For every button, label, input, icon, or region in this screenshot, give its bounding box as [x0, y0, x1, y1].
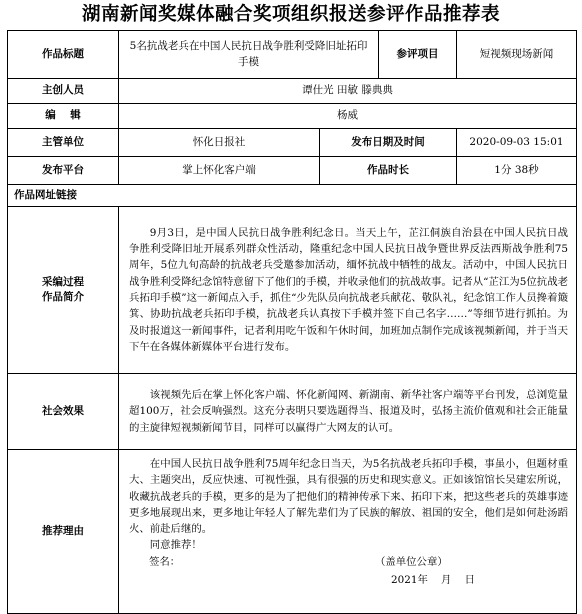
row-editor: [8, 104, 576, 129]
row-work-title: [8, 31, 576, 79]
recommendation-form-table: [7, 30, 577, 614]
recommend-text-cell: [119, 450, 576, 613]
publish-date-value: 2020-09-03 15:01: [469, 135, 564, 148]
category-label: 参评项目: [379, 31, 457, 78]
recommend-agree: 同意推荐！: [149, 539, 202, 552]
effect-text-cell: [119, 374, 576, 449]
platform-value: 掌上怀化客户端: [119, 157, 320, 184]
category-value: 短视频现场新闻: [479, 47, 554, 60]
recommend-label: 推荐理由: [8, 450, 119, 613]
row-platform: [8, 157, 576, 185]
row-effect: [8, 374, 576, 450]
editor-value: 杨威: [337, 109, 358, 122]
row-link: [8, 185, 576, 207]
effect-label: 社会效果: [8, 374, 119, 449]
recommend-text: 在中国人民抗日战争胜利75周年纪念日当天，为5名抗战老兵拓印手模，事虽小，但题材重大、主题突出，反应快速、可视性强，具有很强的历史和现实意义。正如该馆馆长吴建宏所说，收藏抗战老兵的手模，更多的是为了把他们的精神传承下来、拓印下来，把这些老兵的英雄事迹更多地展现出来，更多地让年轻人了解先辈们为了民族的解放、祖国的安全，他们是如何赴汤蹈火、前赴后继的。: [129, 458, 568, 536]
work-title-value: 5名抗战老兵在中国人民抗日战争胜利受降旧址拓印手模: [119, 31, 379, 78]
effect-text: 该视频先后在掌上怀化客户端、怀化新闻网、新湖南、新华社客户端等平台刊发，总浏览量超100万，社会反响强烈。这充分表明只要选题得当、报道及时，弘扬主流价值观和社会正能量的主旋律短视频新闻节目，同样可以赢得广大网友的认可。: [129, 389, 568, 434]
work-title-label: 作品标题: [8, 31, 119, 78]
creators-label: 主创人员: [8, 79, 119, 103]
sign-label: 签名：: [149, 555, 181, 568]
duration-value: 1分 38秒: [494, 163, 539, 176]
creators-value: 谭仕光 田敏 滕典典: [302, 84, 393, 97]
sign-date: 2021年 月 日: [391, 573, 476, 586]
form-title: 湖南新闻奖媒体融合奖项组织报送参评作品推荐表: [81, 4, 500, 25]
row-publisher: [8, 129, 576, 157]
publisher-value: 怀化日报社: [119, 129, 320, 156]
publisher-label: 主管单位: [8, 129, 119, 156]
summary-label-line2: 作品简介: [42, 291, 84, 303]
row-creators: [8, 79, 576, 104]
summary-text: 9月3日，是中国人民抗日战争胜利纪念日。当天上午，芷江侗族自治县在中国人民抗日战争胜利受降旧址开展系列群众性活动，隆重纪念中国人民抗日战争暨世界反法西斯战争胜利75周年，5位九旬高龄的抗战老兵受邀参加活动，缅怀抗战中牺牲的战友。活动中，中国人民抗日战争胜利受降纪念馆特意留下了他们的手模，并收录他们的抗战故事。记者从“芷江为5位抗战老兵拓印手模”这一新闻点入手，抓住“少先队员向抗战老兵献花、敬队礼，纪念馆工作人员搀着簸箕、协助抗战老兵拓印手模，抗战老兵认真按下手模并签下自己名字……”等细节进行抓拍。为及时报道这一新闻事件，记者利用吃午饭和午休时间，加班加点制作完成该视频新闻，并于当天下午在各媒体新媒体平台进行发布。: [129, 226, 568, 353]
signature-line: [129, 554, 568, 572]
publish-date-label: 发布日期及时间: [320, 129, 457, 156]
row-recommend: [8, 450, 576, 613]
duration-label: 作品时长: [320, 157, 457, 184]
summary-label: [8, 207, 119, 373]
platform-label: 发布平台: [8, 157, 119, 184]
link-label: 作品网址链接: [14, 188, 77, 201]
date-line: [129, 572, 568, 590]
seal-note: （盖单位公章）: [375, 555, 448, 568]
row-summary: [8, 207, 576, 374]
editor-label: 编 辑: [8, 104, 119, 128]
summary-text-cell: [119, 207, 576, 373]
summary-label-line1: 采编过程: [42, 275, 84, 288]
